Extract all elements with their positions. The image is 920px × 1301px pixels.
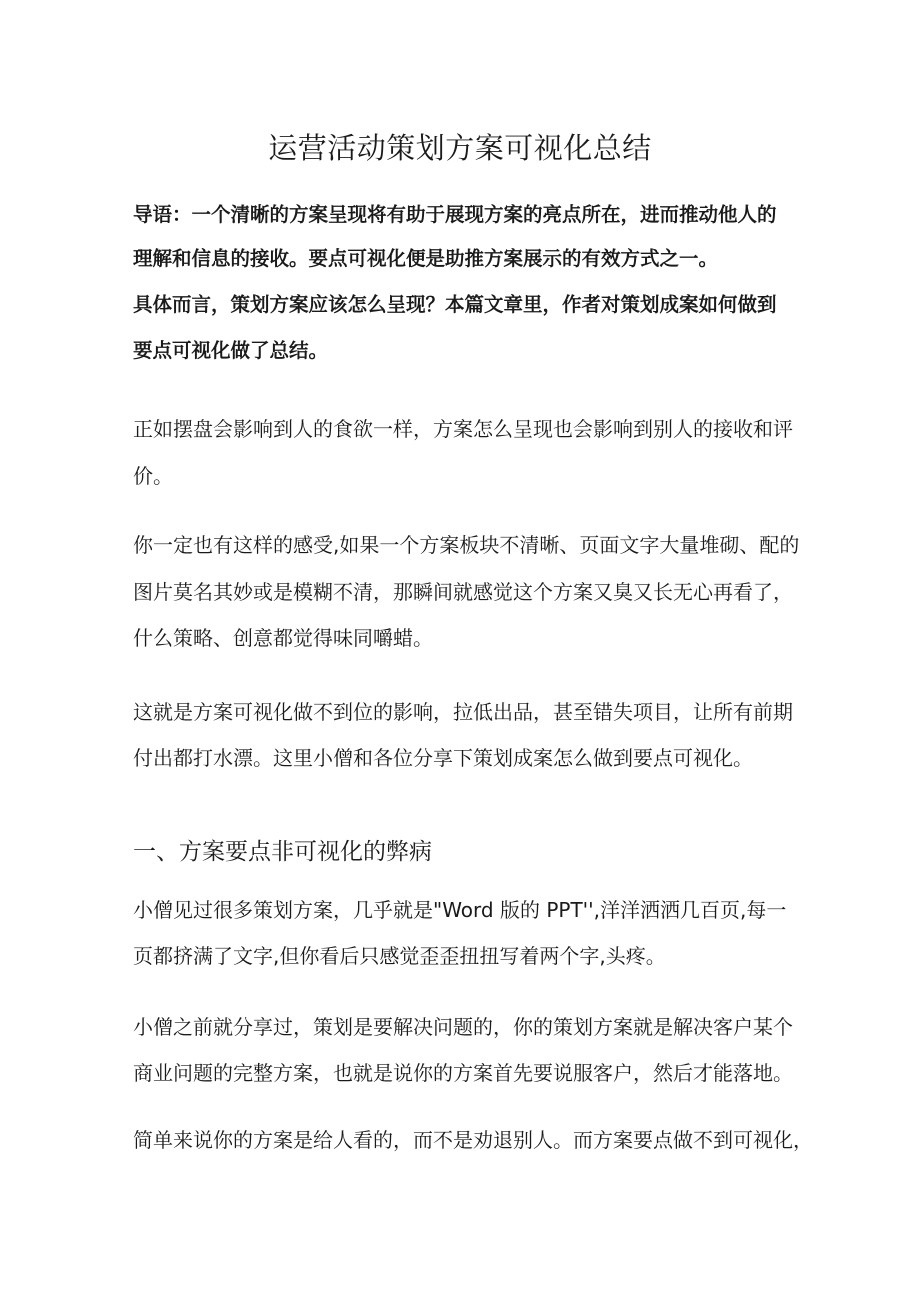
paragraph-line: 简单来说你的方案是给人看的，而不是劝退别人。而方案要点做不到可视化， (133, 1128, 813, 1152)
intro-line: 理解和信息的接收。要点可视化便是助推方案展示的有效方式之一。 (133, 247, 719, 270)
paragraph-line: 价。 (133, 464, 173, 488)
paragraph-line: 页都挤满了文字,但你看后只感觉歪歪扭扭写着两个字,头疼。 (133, 944, 666, 968)
section-heading: 一、方案要点非可视化的弊病 (133, 839, 432, 865)
section-paragraph-1 (133, 886, 801, 978)
paragraph-line: 这就是方案可视化做不到位的影响，拉低出品，甚至错失项目，让所有前期 (133, 700, 793, 724)
intro-line: 导语：一个清晰的方案呈现将有助于展现方案的亮点所在，进而推动他人的 (133, 203, 777, 226)
paragraph-line: 什么策略、创意都觉得味同嚼蜡。 (133, 626, 433, 650)
paragraph-line: 正如摆盘会影响到人的食欲一样，方案怎么呈现也会影响到别人的接收和评 (133, 417, 793, 441)
paragraph-line: 小僧之前就分享过，策划是要解决问题的，你的策划方案就是解决客户某个 (133, 1015, 793, 1039)
paragraph-line: 商业问题的完整方案，也就是说你的方案首先要说服客户，然后才能落地。 (133, 1061, 793, 1085)
paragraph-line: 图片莫名其妙或是模糊不清，那瞬间就感觉这个方案又臭又长无心再看了， (133, 580, 793, 604)
intro-line: 具体而言，策划方案应该怎么呈现？本篇文章里，作者对策划成案如何做到 (133, 293, 777, 316)
document-title: 运营活动策划方案可视化总结 (268, 131, 652, 165)
body-paragraph-2 (133, 522, 801, 660)
section-paragraph-3 (133, 1118, 813, 1162)
paragraph-line: 你一定也有这样的感受,如果一个方案板块不清晰、页面文字大量堆砌、配的 (133, 533, 800, 557)
paragraph-line: 付出都打水漂。这里小僧和各位分享下策划成案怎么做到要点可视化。 (133, 746, 753, 770)
body-paragraph-1 (133, 404, 801, 498)
section-paragraph-2 (133, 1003, 801, 1095)
intro-line: 要点可视化做了总结。 (133, 339, 329, 362)
body-paragraph-3 (133, 688, 801, 780)
paragraph-line: 小僧见过很多策划方案，几乎就是"Word 版的 PPT'',洋洋洒洒几百页,每一 (133, 898, 787, 922)
intro-paragraph (133, 193, 801, 373)
